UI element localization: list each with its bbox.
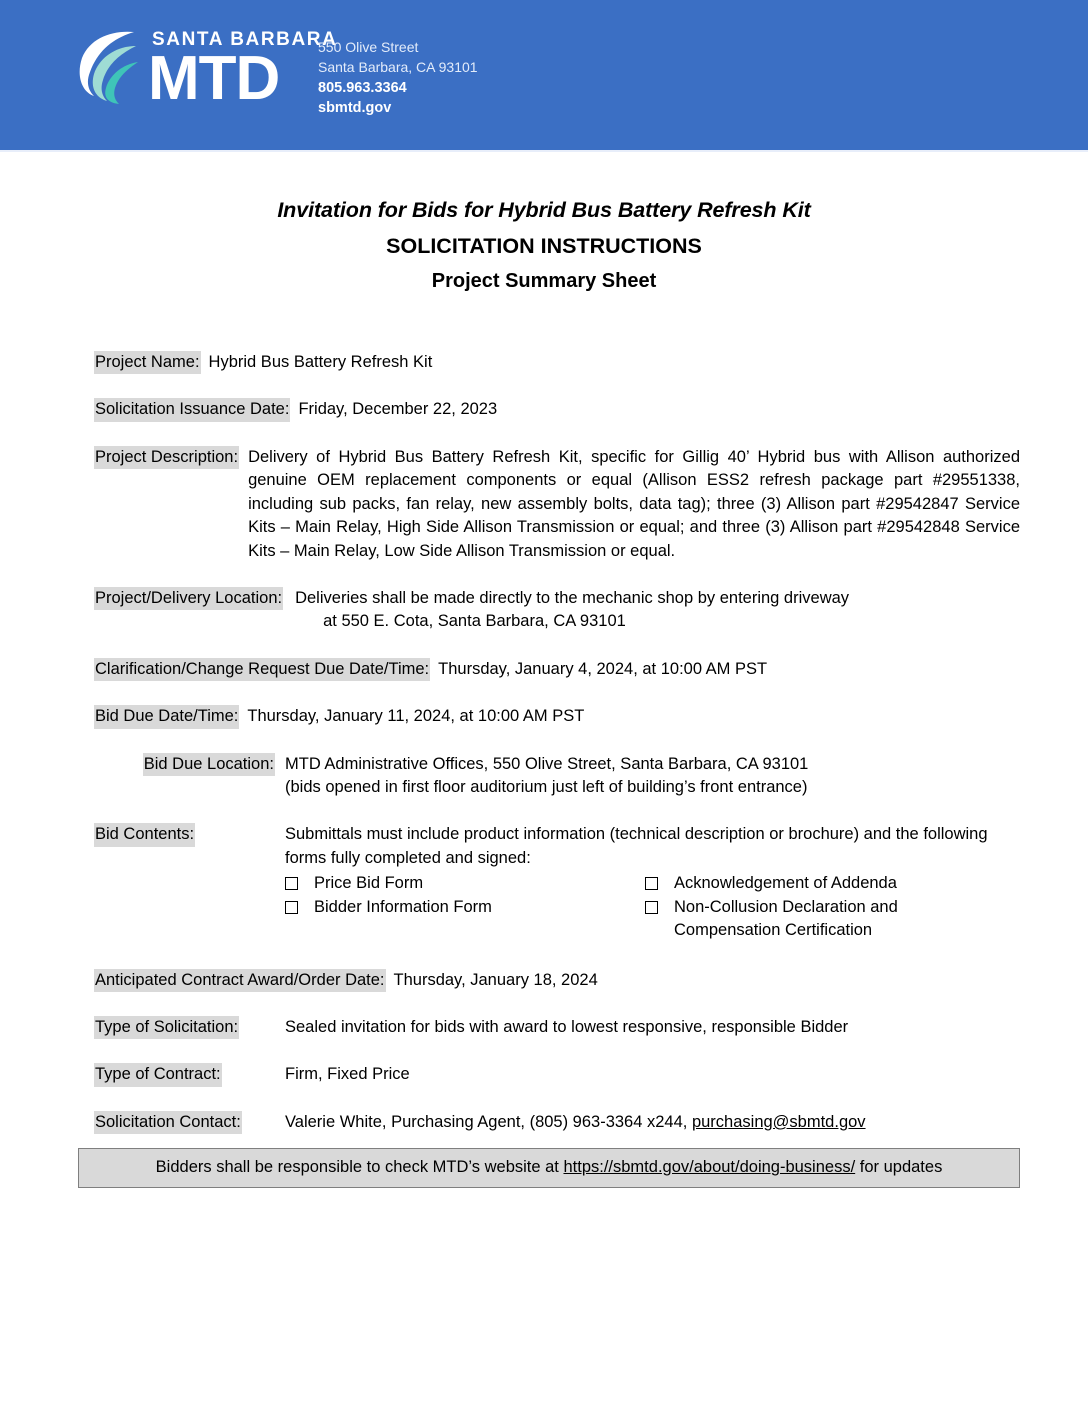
field-clarification-due	[94, 658, 1020, 681]
mtd-wordmark	[148, 29, 338, 113]
value-bid-due-location-line1: MTD Administrative Offices, 550 Olive Street, Santa Barbara, CA 93101	[285, 754, 809, 773]
forms-column-right	[645, 872, 1005, 942]
label-delivery-location: Project/Delivery Location:	[94, 587, 283, 610]
field-delivery-location	[94, 587, 1020, 634]
field-issuance-date	[94, 398, 1020, 421]
page-title: Invitation for Bids for Hybrid Bus Battery Refresh Kit	[277, 198, 811, 222]
mtd-swoosh-logo-icon	[72, 28, 144, 106]
footer-note-box	[78, 1148, 1020, 1188]
label-project-name: Project Name:	[94, 351, 201, 374]
label-award-date: Anticipated Contract Award/Order Date:	[94, 969, 386, 992]
contact-street: 550 Olive Street	[318, 39, 419, 55]
checkbox-icon[interactable]	[645, 877, 658, 890]
label-contract-type: Type of Contract:	[94, 1063, 222, 1086]
checkbox-icon[interactable]	[285, 901, 298, 914]
value-clarification-due: Thursday, January 4, 2024, at 10:00 AM PST	[438, 659, 768, 678]
form-label: Non-Collusion Declaration and Compensation Certification	[674, 898, 898, 939]
page-subtitle: SOLICITATION INSTRUCTIONS	[386, 234, 702, 258]
value-delivery-location-line1: Deliveries shall be made directly to the mechanic shop by entering driveway	[295, 588, 850, 607]
field-solicitation-contact	[94, 1111, 1020, 1134]
project-summary-fields	[0, 351, 1088, 1134]
field-project-name	[94, 351, 1020, 374]
value-project-description: Delivery of Hybrid Bus Battery Refresh Kit, specific for Gillig 40’ Hybrid bus with Allison authorized genuine OEM replacement components or equal (Allison ESS2 refresh package part #29551338, including sub packs, fan relay, new assembly bolts, data tag); three (3) Allison part #29542847 Service Kits – Main Relay, High Side Allison Transmission or equal; and three (3) Allison part #29542848 Service Kits – Main Relay, Low Side Allison Transmission or equal.	[248, 447, 1020, 560]
value-solicitation-type: Sealed invitation for bids with award to lowest responsive, responsible Bidder	[285, 1018, 849, 1037]
logo-top-text: SANTA BARBARA	[152, 29, 338, 50]
label-solicitation-type: Type of Solicitation:	[94, 1016, 239, 1039]
forms-column-left	[285, 872, 645, 942]
contact-email-link[interactable]: purchasing@sbmtd.gov	[691, 1112, 866, 1131]
label-solicitation-contact: Solicitation Contact:	[94, 1111, 242, 1134]
contact-city-state-zip: Santa Barbara, CA 93101	[318, 58, 478, 75]
value-award-date: Thursday, January 18, 2024	[393, 970, 598, 989]
footer-text-after: for updates	[855, 1158, 943, 1177]
logo-main-text: MTD	[148, 44, 280, 113]
value-project-name: Hybrid Bus Battery Refresh Kit	[208, 353, 433, 371]
field-bid-due-location	[94, 753, 1020, 800]
value-solicitation-contact: Valerie White, Purchasing Agent, (805) 963-3364 x244,	[285, 1112, 692, 1131]
field-contract-type	[94, 1063, 1020, 1086]
label-bid-due-location: Bid Due Location:	[143, 753, 275, 776]
contact-website: sbmtd.gov	[318, 100, 392, 117]
value-issuance-date: Friday, December 22, 2023	[298, 400, 498, 419]
form-label: Price Bid Form	[314, 874, 424, 893]
label-bid-due: Bid Due Date/Time:	[94, 705, 239, 728]
form-label: Bidder Information Form	[314, 898, 492, 917]
header-contact-info	[318, 38, 478, 119]
page-subtitle-secondary: Project Summary Sheet	[431, 270, 657, 292]
value-bid-contents-intro: Submittals must include product information (technical description or brochure) and the following forms fully completed and signed:	[285, 825, 988, 867]
value-bid-due: Thursday, January 11, 2024, at 10:00 AM PST	[247, 707, 585, 726]
field-award-date	[94, 969, 1020, 992]
label-project-description: Project Description:	[94, 446, 239, 469]
label-bid-contents: Bid Contents:	[94, 823, 195, 846]
list-item[interactable]	[285, 896, 645, 919]
header-banner	[0, 0, 1088, 152]
checkbox-icon[interactable]	[285, 877, 298, 890]
document-title-block	[0, 198, 1088, 293]
checkbox-icon[interactable]	[645, 901, 658, 914]
field-bid-due	[94, 705, 1020, 728]
mtd-logo	[72, 28, 338, 113]
field-project-description	[94, 446, 1020, 563]
footer-text-before: Bidders shall be responsible to check MTD’s website at	[155, 1158, 564, 1177]
form-label: Acknowledgement of Addenda	[674, 874, 897, 893]
value-contract-type: Firm, Fixed Price	[285, 1065, 410, 1084]
label-clarification-due: Clarification/Change Request Due Date/Time:	[94, 658, 430, 681]
field-bid-contents	[94, 823, 1020, 942]
label-issuance-date: Solicitation Issuance Date:	[94, 398, 290, 421]
contact-phone: 805.963.3364	[318, 79, 407, 96]
list-item[interactable]	[645, 896, 1005, 942]
footer-url-link[interactable]: https://sbmtd.gov/about/doing-business/	[563, 1158, 856, 1177]
list-item[interactable]	[645, 872, 1005, 895]
field-solicitation-type	[94, 1016, 1020, 1039]
list-item[interactable]	[285, 872, 645, 895]
bid-contents-forms-list	[285, 872, 1020, 942]
value-bid-due-location-line2: (bids opened in first floor auditorium just left of building’s front entrance)	[285, 778, 808, 797]
value-delivery-location-line2: at 550 E. Cota, Santa Barbara, CA 93101	[323, 612, 626, 631]
